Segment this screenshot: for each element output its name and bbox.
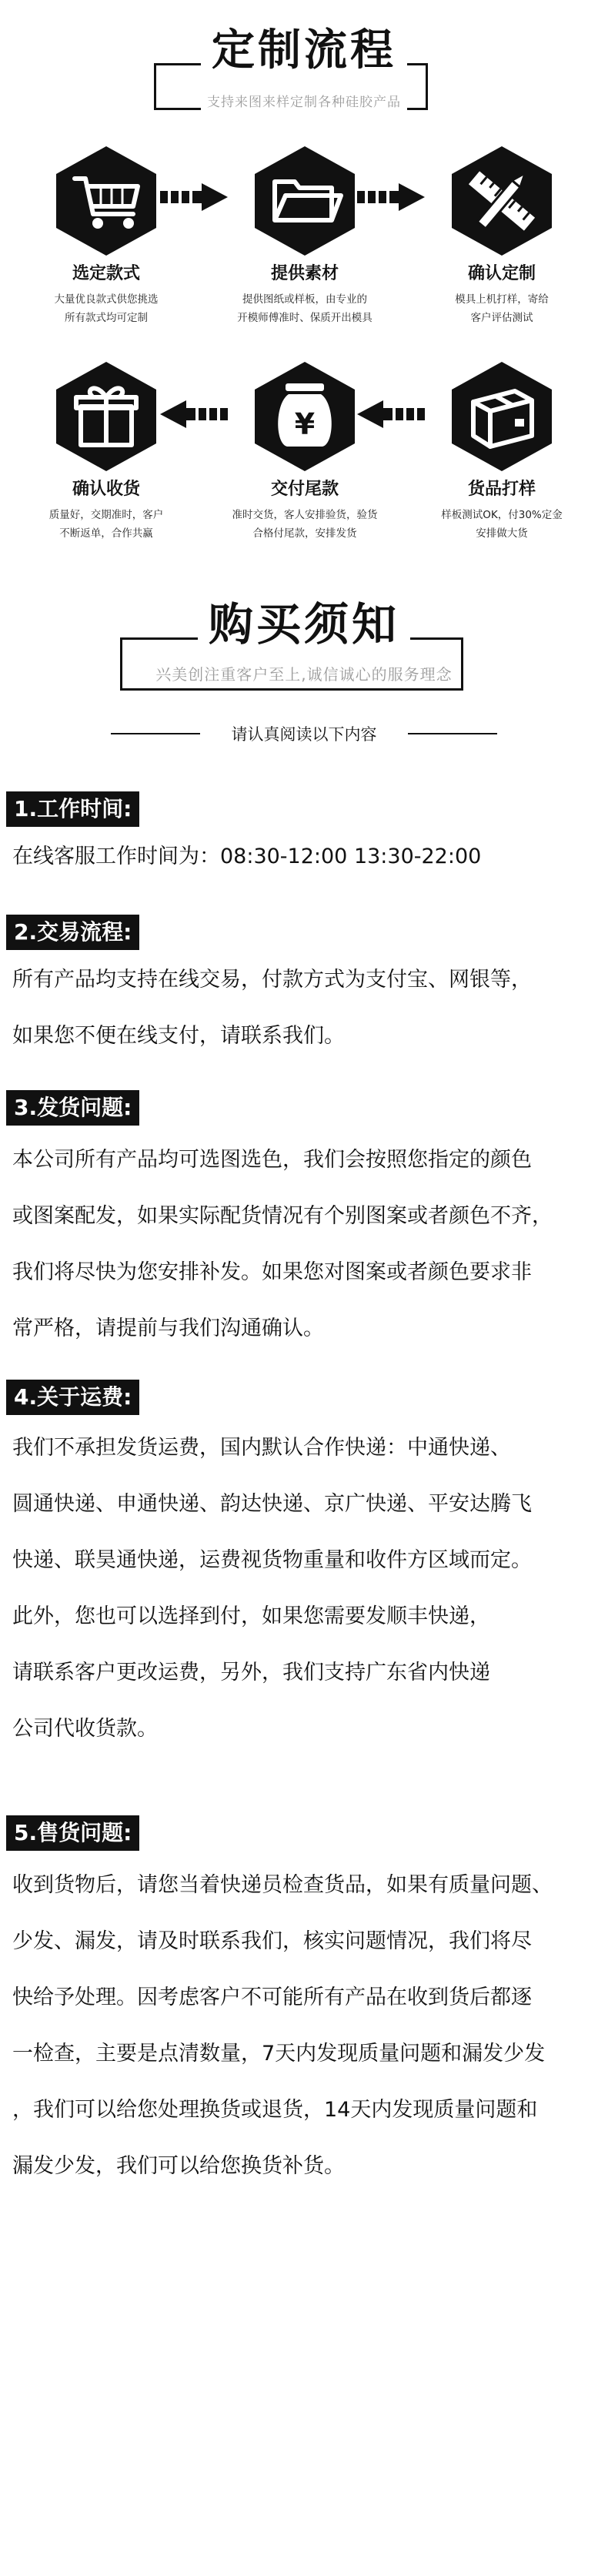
process-step-5 (212, 360, 397, 543)
package-box-icon (449, 360, 555, 473)
read-prompt: 请认真阅读以下内容 (231, 725, 377, 744)
step-name: 选定款式 (72, 264, 140, 283)
section-heading-work-hours: 1.工作时间: (6, 791, 139, 827)
ruler-pencil-icon (449, 145, 555, 257)
body-line: 此外，您也可以选择到付，如果您需要发顺丰快递， (12, 1604, 490, 1628)
svg-text:¥: ¥ (294, 407, 316, 441)
section-body-after-sales (12, 1857, 605, 2194)
step-name: 确认收货 (72, 480, 140, 499)
section-heading-after-sales: 5.售货问题: (6, 1815, 139, 1851)
notice-header (0, 598, 608, 651)
step-desc: 模具上机打样，寄给 客户评估测试 (455, 293, 549, 324)
section-body-shipping (12, 1132, 605, 1357)
section-heading-transaction: 2.交易流程: (6, 915, 139, 950)
step-desc: 样板测试OK，付30%定金 安排做大货 (441, 509, 563, 540)
notice-subtitle: 兴美创注重客户至上,诚信诚心的服务理念 (149, 665, 458, 684)
section-heading-freight: 4.关于运费: (6, 1380, 139, 1415)
body-line: 收到货物后，请您当着快递员检查货品，如果有质量问题、 (12, 1873, 553, 1897)
body-line: 圆通快递、申通快递、韵达快递、京广快递、平安达腾飞 (12, 1492, 532, 1516)
body-line: 快给予处理。因考虑客户不可能所有产品在收到货后都逐 (12, 1986, 532, 2009)
body-line: 我们不承担发货运费，国内默认合作快递：中通快递、 (12, 1436, 511, 1460)
step-name: 提供素材 (270, 264, 339, 283)
body-line: 常严格，请提前与我们沟通确认。 (12, 1316, 324, 1340)
step-desc: 质量好，交期准时，客户 不断返单，合作共赢 (48, 509, 164, 540)
body-line: ，我们可以给您处理换货或退货，14天内发现质量问题和 (12, 2098, 538, 2122)
notice-subtitle-wrap (0, 662, 608, 684)
body-line: 请联系客户更改运费，另外，我们支持广东省内快递 (12, 1661, 490, 1684)
step-desc: 提供图纸或样板，由专业的 开模师傅准时、保质开出模具 (237, 293, 372, 324)
process-header (0, 25, 608, 75)
process-step-2 (212, 145, 397, 327)
folder-icon (252, 145, 358, 257)
section-body-transaction (12, 952, 605, 1064)
body-line: 本公司所有产品均可选图选色，我们会按照您指定的颜色 (12, 1148, 532, 1172)
gift-icon (53, 360, 159, 473)
process-step-4 (409, 360, 594, 543)
notice-title: 购买须知 (208, 598, 399, 651)
process-step-3 (409, 145, 594, 327)
body-line: 少发、漏发，请及时联系我们，核实问题情况，我们将尽 (12, 1929, 532, 1953)
process-step-1 (14, 145, 199, 327)
step-desc: 准时交货，客人安排验货，验货 合格付尾款，安排发货 (232, 509, 378, 540)
step-name: 确认定制 (467, 264, 536, 283)
step-desc: 大量优良款式供您挑选 所有款式均可定制 (54, 293, 159, 324)
body-line: 我们将尽快为您安排补发。如果您对图案或者颜色要求非 (12, 1260, 532, 1284)
process-subtitle-wrap (0, 91, 608, 110)
body-line: 或图案配发，如果实际配货情况有个别图案或者颜色不齐， (12, 1204, 553, 1228)
body-line: 所有产品均支持在线交易，付款方式为支付宝、网银等， (12, 968, 532, 992)
body-line: 在线客服工作时间为：08:30-12:00 13:30-22:00 (12, 845, 482, 868)
section-body-work-hours (12, 828, 605, 885)
shopping-cart-icon (53, 145, 159, 257)
process-title: 定制流程 (212, 25, 396, 75)
step-name: 交付尾款 (270, 480, 339, 499)
body-line: 快递、联昊通快递，运费视货物重量和收件方区域而定。 (12, 1548, 532, 1572)
body-line: 公司代收货款。 (12, 1717, 158, 1741)
process-step-6 (14, 360, 199, 543)
process-subtitle: 支持来图来样定制各种硅胶产品 (201, 95, 407, 110)
body-line: 漏发少发，我们可以给您换货补货。 (12, 2154, 345, 2178)
section-heading-shipping: 3.发货问题: (6, 1090, 139, 1126)
body-line: 一检查，主要是点清数量，7天内发现质量问题和漏发少发 (12, 2042, 546, 2066)
step-name: 货品打样 (467, 480, 536, 499)
divider-right (408, 733, 497, 734)
section-body-freight (12, 1420, 605, 1757)
yen-jar-icon (252, 360, 358, 473)
body-line: 如果您不便在线支付，请联系我们。 (12, 1024, 345, 1048)
